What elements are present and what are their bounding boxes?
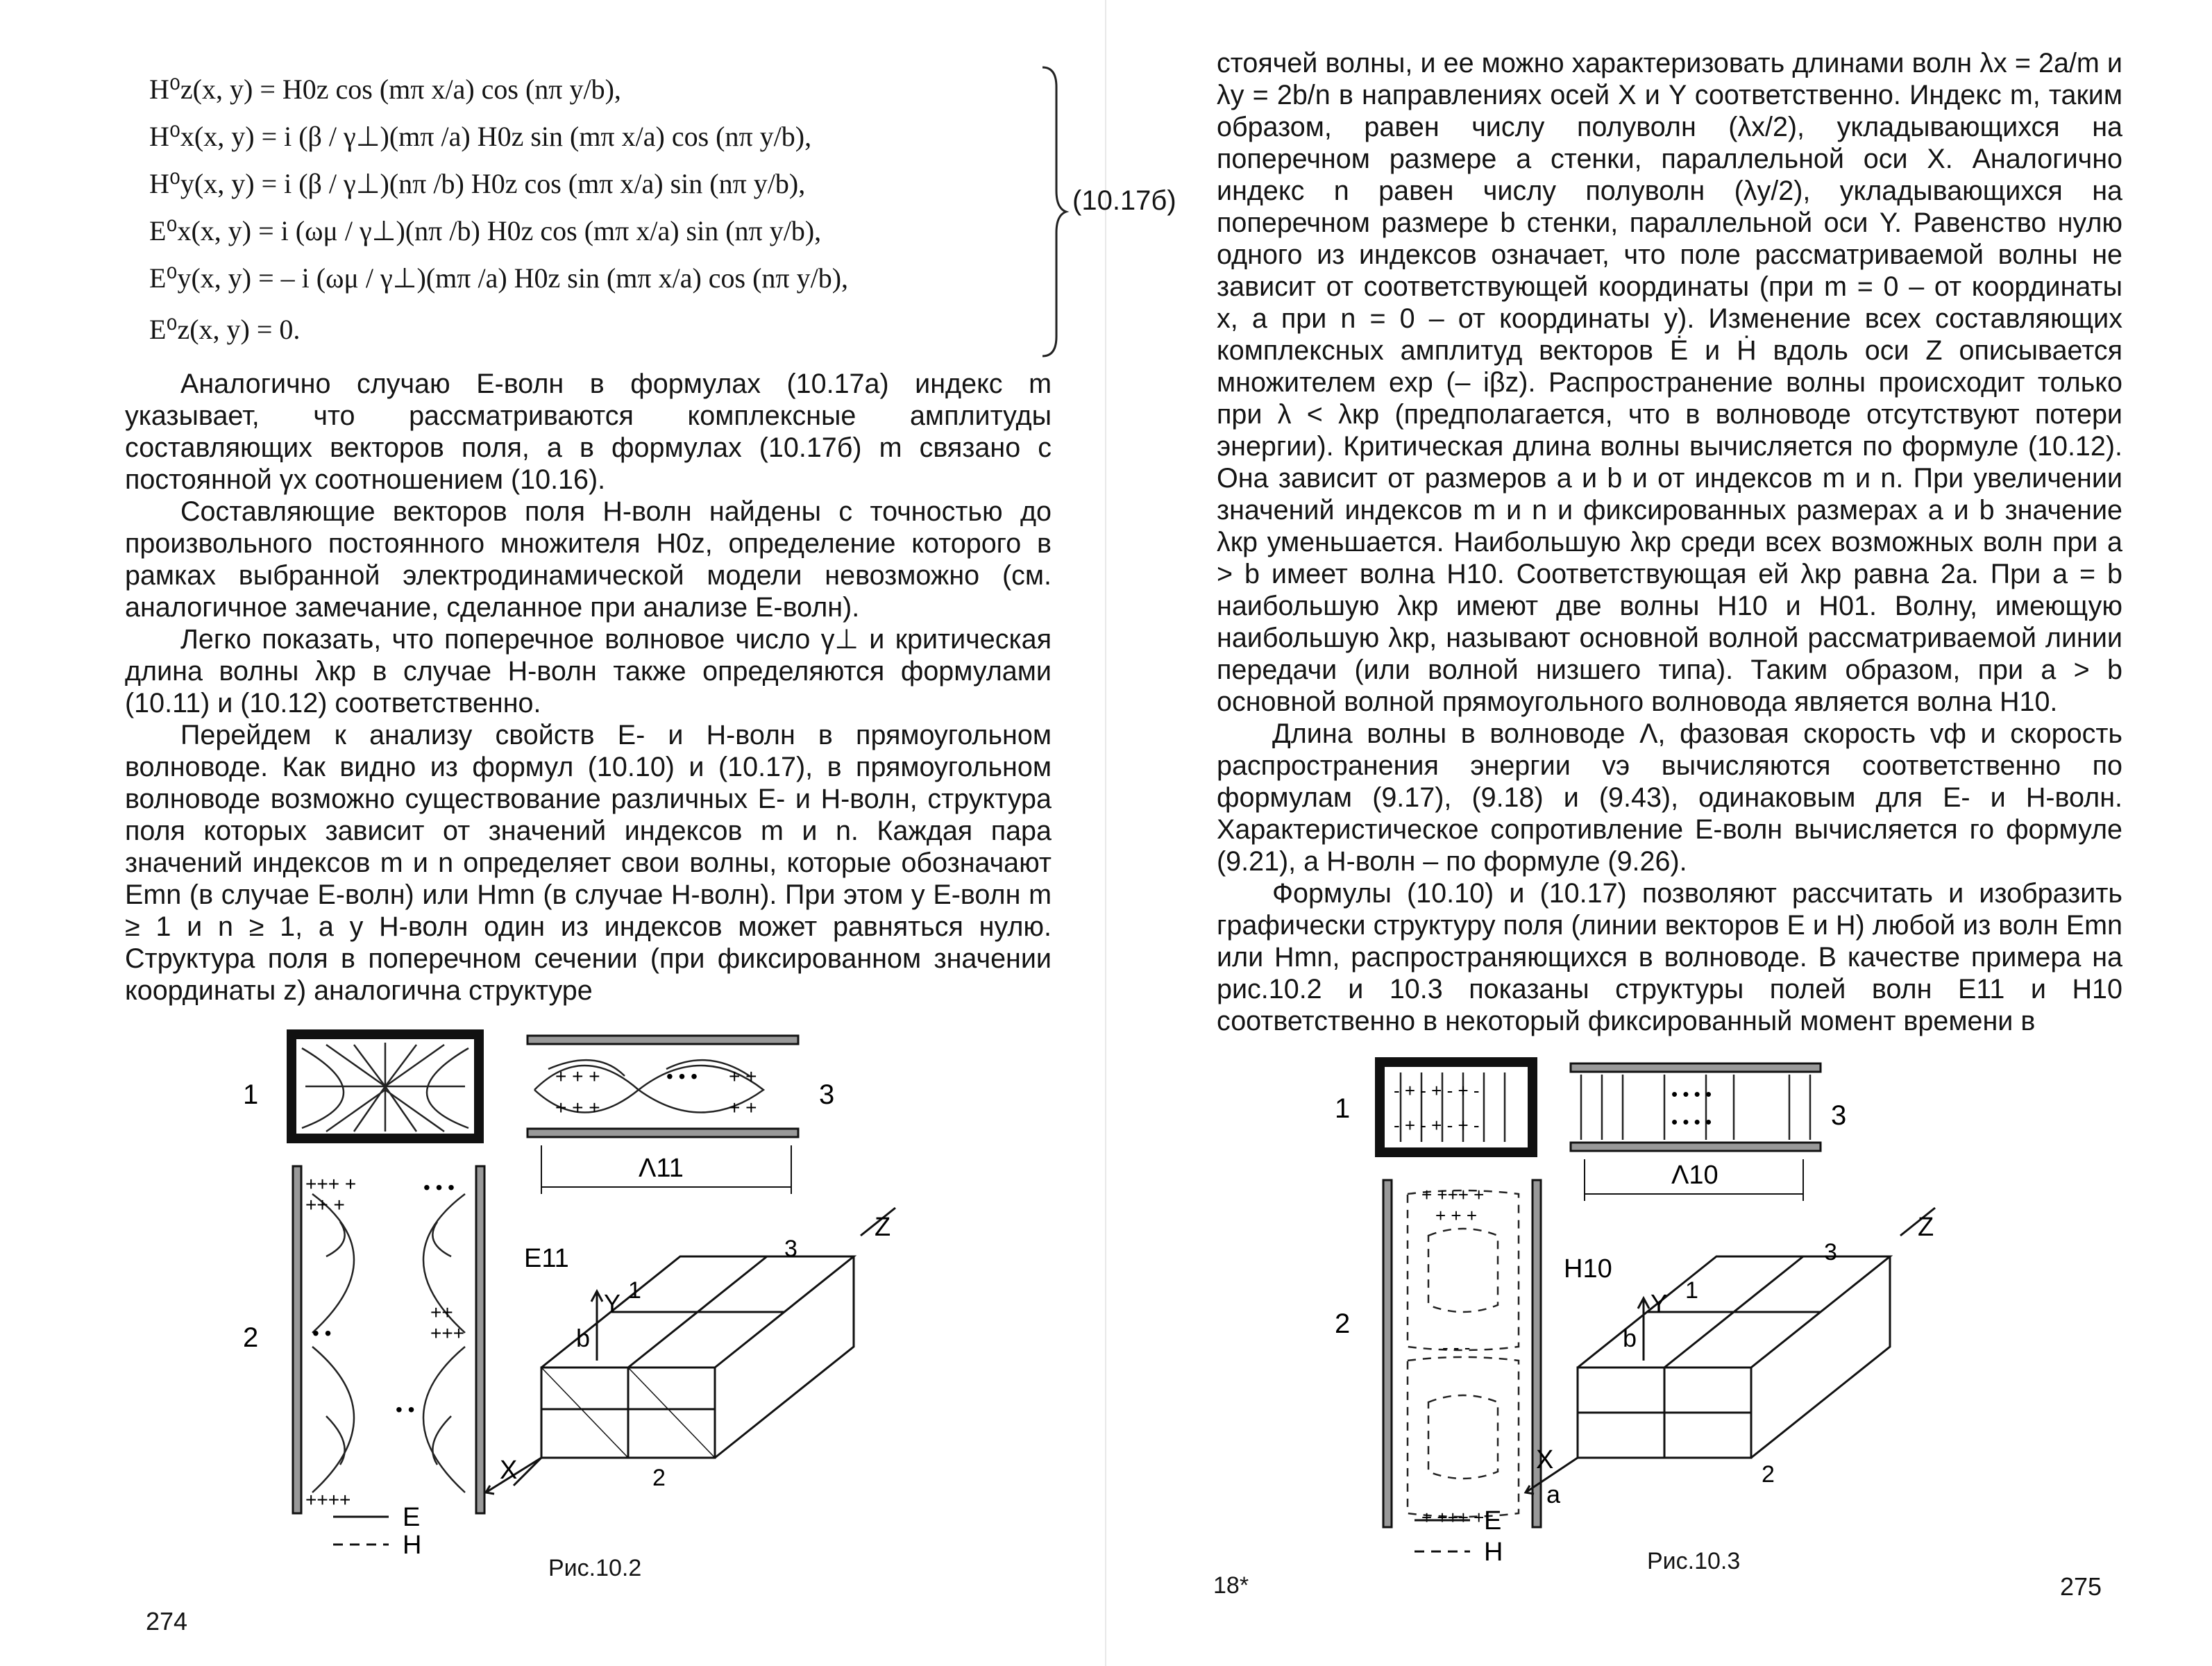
fig-label-2: 2 xyxy=(1335,1309,1351,1339)
waveguide-3d xyxy=(1578,1256,1890,1458)
svg-text:+ +++ +: + +++ + xyxy=(1421,1184,1485,1205)
figure-caption: Рис.10.2 xyxy=(548,1555,642,1581)
svg-text:+ +: + + xyxy=(729,1066,757,1087)
longitudinal-section-3 xyxy=(1571,1063,1846,1201)
right-page xyxy=(1106,0,2212,1666)
axis-x-label: X xyxy=(500,1456,518,1485)
figure-10-3 xyxy=(1335,1055,2039,1569)
svg-text:++: ++ xyxy=(430,1302,453,1323)
paragraph: Составляющие векторов поля H-волн найдены с точностью до произвольного постоянного множителя H0z, определение которого в рамках выбранной электродинамической модели невозможно (см. аналогичное замечание, сделанное при анализе E-волн). xyxy=(125,496,1052,623)
svg-text:1: 1 xyxy=(1685,1277,1698,1304)
fig-label-3: 3 xyxy=(819,1079,835,1110)
svg-text:+++ +: +++ + xyxy=(305,1173,357,1195)
paragraph: стоячей волны, и ее можно характеризовать длинами волн λx = 2a/m и λy = 2b/n в направлениях осей X и Y соответственно. Индекс m, таким образом, равен числу полуволн (λx/2), укладывающихся на поперечном размере a стенки, параллельной оси X. Аналогично индекс n равен числу полуволн (λy/2), укладывающихся на поперечном размере b стенки, параллельной оси Y. Равенство нулю одного из индексов означает, что поле рассматриваемой волны не зависит от соответствующей координаты (при m = 0 – от координаты x, а при n = 0 – от координаты y). Изменение всех составляющих комплексных амплитуд векторов Ė и Ḣ вдоль оси Z описывается множителем exp (– iβz). Распространение волны происходит только при λ < λкр (предполагается, что в волноводе отсутствуют потери энергии). Критическая длина волны вычисляется по формуле (10.12). Она зависит от размеров a и b и от индексов m и n. При увеличении значений индексов m и n и фиксированных размерах a и b значение λкр уменьшается. Наибольшую λкр среди всех возможных волн при a > b имеет волна H10. Соответствующая ей λкр равна 2a. При a = b наибольшую λкр имеют две волны H10 и H01. Волну, имеющую наибольшую λкр, называют основной волной рассматриваемой линии передачи (или волной низшего типа). Таким образом, при a > b основной волной прямоугольного волновода является волна H10. xyxy=(1217,48,2122,717)
formula-ez: E⁰z(x, y) = 0. xyxy=(149,314,301,345)
svg-text:3: 3 xyxy=(784,1236,797,1262)
svg-text:• • •: • • • xyxy=(666,1066,698,1087)
longitudinal-section-3 xyxy=(527,1036,834,1194)
svg-text:- - -: - - - xyxy=(1442,1337,1471,1358)
waveguide-3d xyxy=(514,1256,868,1486)
paragraph: Аналогично случаю E-волн в формулах (10.17а) индекс m указывает, что рассматриваются комплексные амплитуды составляющих векторов поля, а в формулах (10.17б) m связано с постоянной γx соотношением (10.16). xyxy=(125,369,1052,495)
svg-text:2: 2 xyxy=(1762,1461,1775,1488)
right-body-text xyxy=(1217,47,2122,1037)
lambda-label: Λ10 xyxy=(1671,1161,1719,1190)
dim-b-label: b xyxy=(1623,1324,1637,1352)
svg-text:+ + +: + + + xyxy=(555,1097,600,1118)
cross-section-1 xyxy=(1335,1062,1533,1152)
axis-y-label: Y xyxy=(604,1289,621,1318)
svg-text:+ +++ +: + +++ + xyxy=(1421,1507,1485,1528)
formula-hy: H⁰y(x, y) = i (β / γ⊥)(nπ /b) H0z cos (mπ x/a) sin (nπ y/b), xyxy=(149,168,806,199)
formula-hx: H⁰x(x, y) = i (β / γ⊥)(mπ /a) H0z sin (mπ x/a) cos (nπ y/b), xyxy=(149,121,812,152)
left-body-text xyxy=(125,368,1052,1007)
fig-label-2: 2 xyxy=(243,1322,259,1353)
svg-text:+++: +++ xyxy=(430,1322,465,1344)
legend-h-label: H xyxy=(1484,1538,1503,1567)
equation-number: (10.17б) xyxy=(1072,185,1176,216)
legend-h-label: H xyxy=(403,1531,422,1560)
svg-text:- + - + - + -: - + - + - + - xyxy=(1394,1080,1480,1101)
svg-text:2: 2 xyxy=(652,1465,666,1491)
page-number: 274 xyxy=(146,1607,188,1635)
svg-text:• •: • • xyxy=(312,1322,332,1344)
formula-hz: H⁰z(x, y) = H0z cos (mπ x/a) cos (nπ y/b), xyxy=(149,74,621,105)
svg-text:+ + +: + + + xyxy=(1435,1205,1477,1226)
signature-mark: 18* xyxy=(1213,1572,1249,1599)
dim-a-label: a xyxy=(1546,1480,1561,1508)
axis-z-label: Z xyxy=(1918,1213,1934,1242)
svg-text:3: 3 xyxy=(1824,1239,1837,1265)
side-section-2 xyxy=(243,1166,484,1513)
mode-label: H10 xyxy=(1564,1254,1612,1284)
paragraph: Перейдем к анализу свойств E- и H-волн в прямоугольном волноводе. Как видно из формул (10.10) и (10.17), в прямоугольном волноводе возможно существование различных E- и H-волн, структура поля которых зависит от значений индексов m и n. Каждая пара значений индексов m и n определяет свои волны, которые обозначают Emn (в случае E-волн) или Hmn (в случае H-волн). При этом у E-волн m ≥ 1 и n ≥ 1, а у H-волн один из индексов может равняться нулю. Структура поля в поперечном сечении (при фиксированном значении координаты z) аналогична структуре xyxy=(125,720,1052,1006)
paragraph: Длина волны в волноводе Λ, фазовая скорость vф и скорость распространения энергии vэ вычисляются соответственно по формулам (9.17), (9.18) и (9.43), одинаковым для E- и H-волн. Характеристическое сопротивление E-волн вычисляется го формуле (9.21), а H-волн – по формуле (9.26). xyxy=(1217,718,2122,877)
page-number: 275 xyxy=(2060,1572,2102,1601)
paragraph: Легко показать, что поперечное волновое число γ⊥ и критическая длина волны λкр в случае H-волн также определяются формулами (10.11) и (10.12) соответственно. xyxy=(125,624,1052,718)
lambda-label: Λ11 xyxy=(639,1154,684,1183)
svg-text:1: 1 xyxy=(628,1277,641,1304)
axis-z-label: Z xyxy=(875,1213,891,1242)
svg-text:++ +: ++ + xyxy=(305,1194,345,1215)
cross-section-1 xyxy=(243,1034,479,1138)
axis-x-label: X xyxy=(1536,1445,1554,1474)
axis-y-label: Y xyxy=(1650,1289,1668,1318)
formula-ey: E⁰y(x, y) = – i (ωμ / γ⊥)(mπ /a) H0z sin (mπ x/a) cos (nπ y/b), xyxy=(149,262,849,294)
svg-text:• •: • • xyxy=(396,1399,415,1420)
legend-e-label: E xyxy=(403,1503,421,1532)
fig-label-1: 1 xyxy=(243,1079,259,1110)
legend-e-label: E xyxy=(1484,1506,1502,1535)
right-brace-icon xyxy=(1041,66,1069,357)
formula-ex: E⁰x(x, y) = i (ωμ / γ⊥)(nπ /b) H0z cos (mπ x/a) sin (nπ y/b), xyxy=(149,215,822,246)
side-section-2 xyxy=(1335,1180,1541,1528)
svg-text:• • • •: • • • • xyxy=(1671,1111,1712,1132)
svg-text:• • •: • • • xyxy=(423,1177,455,1198)
svg-text:- + - + - + -: - + - + - + - xyxy=(1394,1115,1480,1136)
svg-text:+ +: + + xyxy=(729,1097,757,1118)
axis-arrows xyxy=(1526,1208,1935,1494)
svg-text:• • • •: • • • • xyxy=(1671,1084,1712,1104)
svg-text:+ + +: + + + xyxy=(555,1066,600,1087)
figure-caption: Рис.10.3 xyxy=(1647,1548,1741,1574)
figure-10-2 xyxy=(243,1027,979,1560)
fig-label-1: 1 xyxy=(1335,1093,1351,1124)
paragraph: Формулы (10.10) и (10.17) позволяют рассчитать и изобразить графически структуру поля (линии векторов E и H) любой из волн Emn или Hmn, распространяющихся в волноводе. В качестве примера на рис.10.2 и 10.3 показаны структуры полей волн E11 и H10 соответственно в некоторый фиксированный момент времени в xyxy=(1217,878,2122,1036)
fig-label-3: 3 xyxy=(1831,1100,1847,1131)
formula-system-10-17b xyxy=(149,66,1176,364)
dim-b-label: b xyxy=(576,1324,591,1352)
mode-label: E11 xyxy=(524,1244,569,1273)
svg-text:++++: ++++ xyxy=(305,1489,351,1511)
